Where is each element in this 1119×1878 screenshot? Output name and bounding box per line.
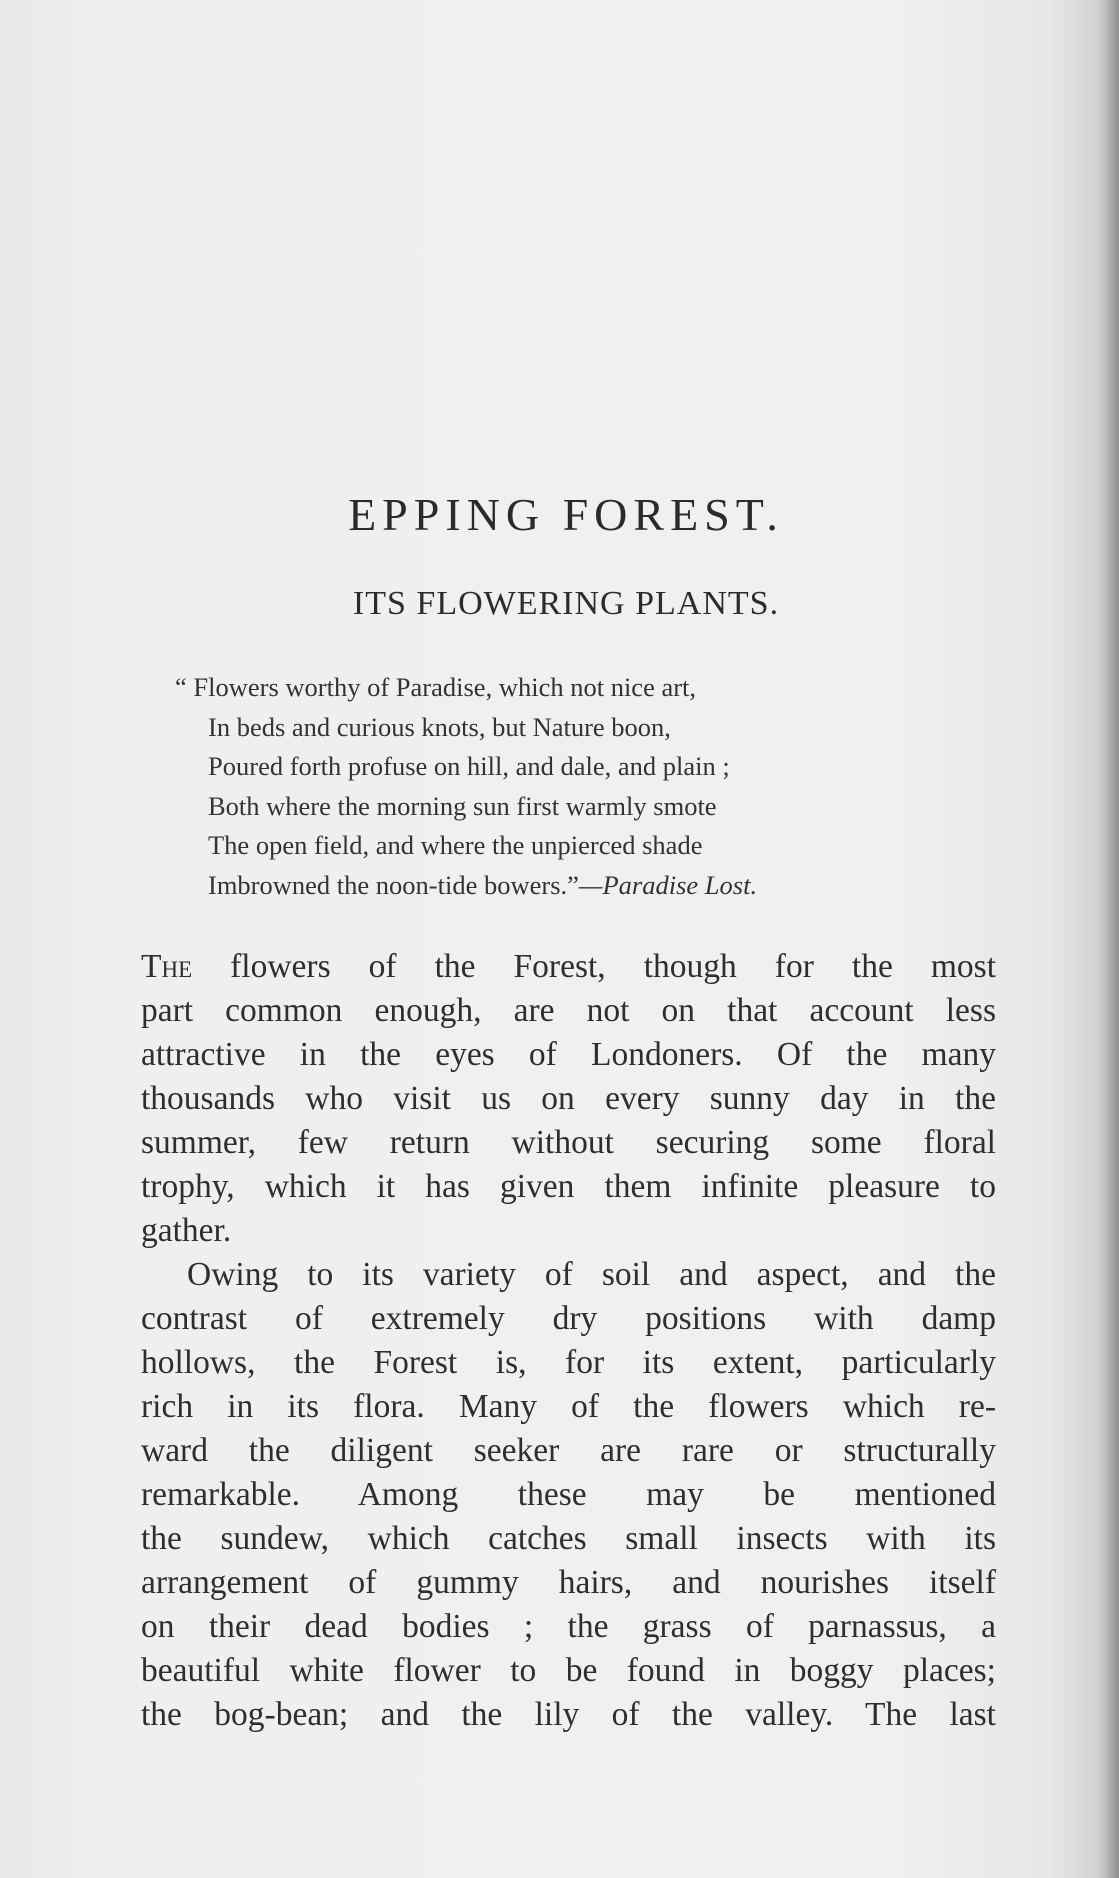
epigraph-line: Poured forth profuse on hill, and dale, and plain ; (208, 751, 730, 781)
paragraph-line: the bog-bean; and the lily of the valley. The last (141, 1696, 996, 1733)
page-subtitle: ITS FLOWERING PLANTS. (352, 585, 780, 622)
epigraph-line: Both where the morning sun first warmly smote (208, 790, 717, 821)
paragraph-line: Owing to its variety of soil and aspect, and the (187, 1256, 996, 1293)
epigraph-line: “ Flowers worthy of Paradise, which not nice art, (175, 672, 697, 702)
paragraph-line: thousands who visit us on every sunny day in the (141, 1080, 996, 1117)
epigraph (175, 668, 1005, 905)
paragraph-line: summer, few return without securing some floral (141, 1124, 996, 1161)
paragraph-line: on their dead bodies ; the grass of parnassus, a (141, 1608, 996, 1645)
epigraph-line: The open field, and where the unpierced shade (208, 830, 703, 860)
paragraph-line: contrast of extremely dry positions with damp (141, 1300, 996, 1337)
epigraph-line: Imbrowned the noon-tide bowers.” (208, 869, 579, 900)
paragraph-line: part common enough, are not on that account less (141, 992, 996, 1029)
paragraph-line: trophy, which it has given them infinite pleasure to (141, 1168, 996, 1205)
paragraph-line: ward the diligent seeker are rare or structurally (141, 1432, 996, 1469)
page-title: EPPING FOREST. (348, 489, 784, 540)
paragraph-line: beautiful white flower to be found in boggy places; (141, 1652, 996, 1689)
paragraph-line: remarkable. Among these may be mentioned (141, 1476, 996, 1513)
paragraph-line: the sundew, which catches small insects with its (141, 1520, 996, 1557)
body-text (141, 945, 996, 1737)
paragraph-line (141, 945, 996, 989)
drop-word: The (141, 948, 193, 985)
paragraph-line: hollows, the Forest is, for its extent, particularly (141, 1344, 996, 1381)
epigraph-line: In beds and curious knots, but Nature boon, (208, 711, 671, 742)
paragraph-line: rich in its flora. Many of the flowers which re- (141, 1388, 996, 1425)
epigraph-last-line (175, 866, 1005, 906)
paragraph-text: flowers of the Forest, though for the most (192, 948, 996, 985)
epigraph-source: —Paradise Lost. (578, 869, 758, 900)
paragraph-line: arrangement of gummy hairs, and nourishes itself (141, 1564, 996, 1601)
paragraph-line: attractive in the eyes of Londoners. Of the many (141, 1036, 996, 1073)
page-edge-shadow (1097, 0, 1119, 1878)
paragraph-line: gather. (141, 1212, 232, 1249)
